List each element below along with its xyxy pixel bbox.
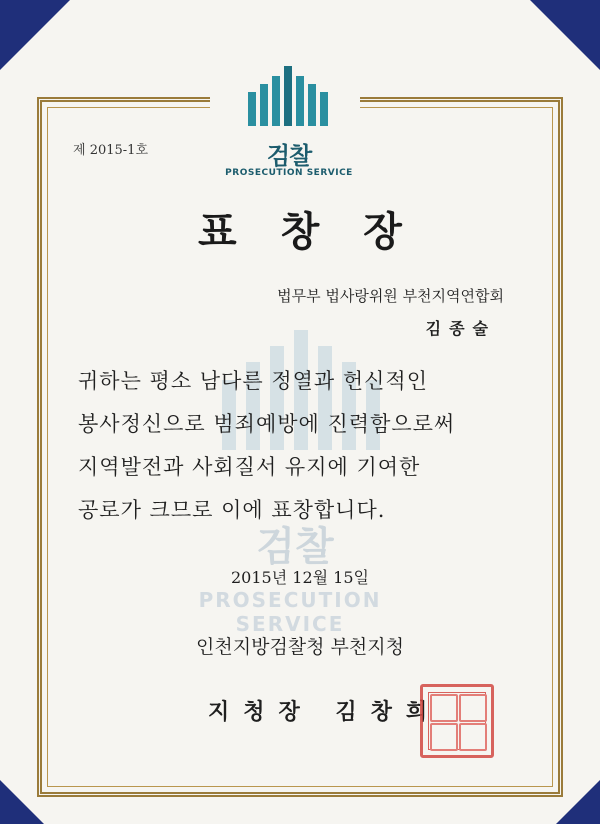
corner-decoration-top-left [0, 0, 70, 70]
recipient-name: 김종술 [425, 319, 496, 338]
certificate-title: 표창장 [198, 208, 446, 255]
watermark-text: 검찰 [256, 524, 334, 570]
issue-date: 2015년 12월 15일 [231, 568, 369, 587]
watermark-subtitle: PROSECUTION SERVICE [198, 588, 382, 636]
signatory: 지청장 김창희 [208, 699, 442, 725]
agency-logo-subtitle: PROSECUTION SERVICE [225, 168, 353, 178]
recipient-organization: 법무부 법사랑위원 부천지역연합회 [277, 287, 504, 305]
body-line: 지역발전과 사회질서 유지에 기여한 [78, 455, 421, 479]
prosecution-logo-icon [248, 62, 328, 126]
certificate-body [78, 360, 528, 532]
body-line: 귀하는 평소 남다른 정열과 헌신적인 [78, 369, 428, 393]
agency-logo-text: 검찰 [266, 142, 312, 170]
document-number: 제 2015-1호 [73, 143, 148, 158]
body-line: 봉사정신으로 범죄예방에 진력함으로써 [78, 412, 456, 436]
official-seal-stamp [420, 684, 494, 758]
body-line: 공로가 크므로 이에 표창합니다. [78, 498, 386, 522]
issuing-office: 인천지방검찰청 부천지청 [196, 636, 404, 658]
corner-decoration-top-right [530, 0, 600, 70]
